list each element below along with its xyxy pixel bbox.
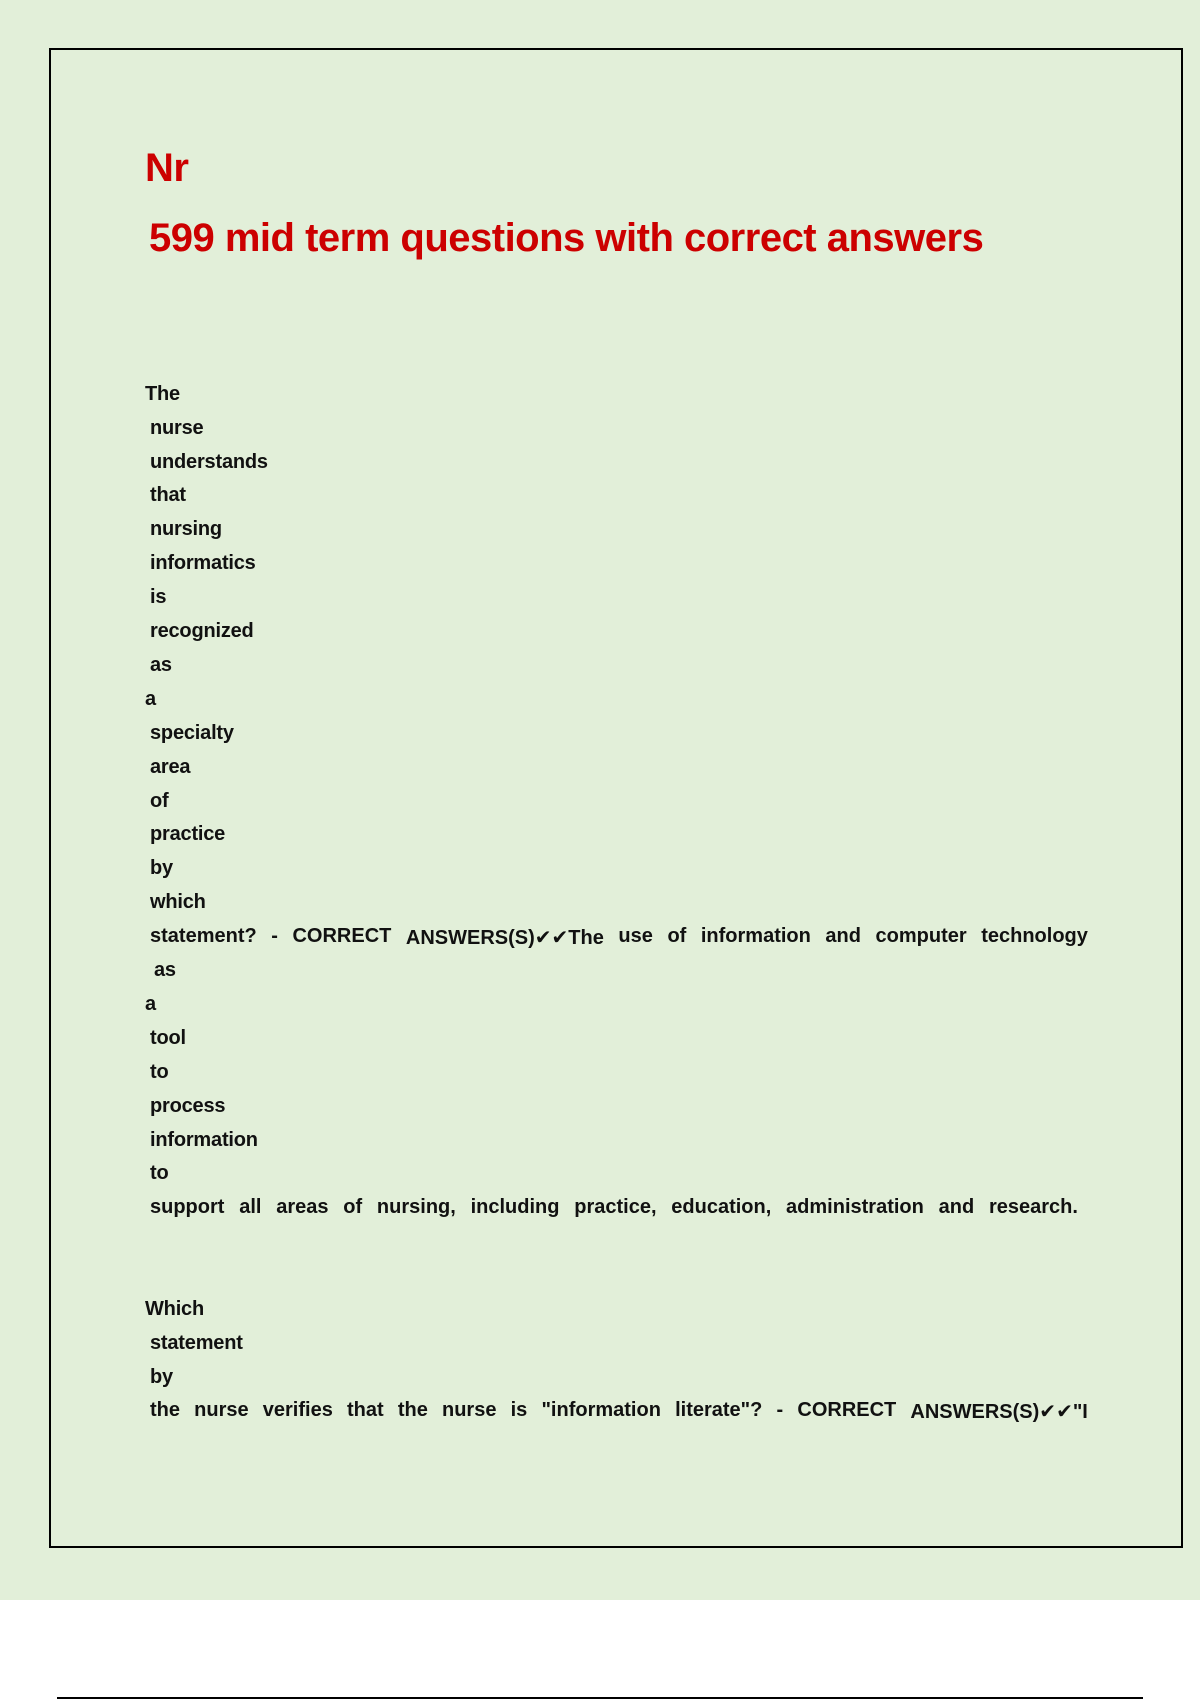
answer-line [150,1399,1088,1424]
question-word: recognized [150,620,254,642]
answer-word: CORRECT [292,925,392,947]
answer-word: to [150,1061,169,1083]
answer-word: ANSWERS(S)✔✔The [405,927,604,949]
question-word: of [150,790,169,812]
answer-word: - [271,925,278,947]
question-word: nurse [150,417,204,439]
answer-word: research. [988,1196,1078,1218]
page-border [49,48,1183,1548]
question-word: that [150,484,186,506]
answer-word: use [618,925,653,947]
question-word: by [150,857,173,879]
answer-word: administration [786,1196,924,1218]
document-title: 599 mid term questions with correct answers [149,216,984,260]
answer-word: verifies [262,1399,333,1421]
question-word: as [150,654,172,676]
question-word: practice [150,823,226,845]
footer-divider [57,1697,1143,1699]
answer-word: education, [671,1196,772,1218]
answer-word: information [150,1129,258,1151]
answer-final-line [150,1196,1078,1219]
question-word: informatics [150,552,256,574]
question-word: understands [150,451,268,473]
answer-word: the [397,1399,428,1421]
answer-word: - [776,1399,784,1421]
answer-word: all [239,1196,262,1218]
answer-word: information [700,925,811,947]
answer-word: that [347,1399,384,1421]
answer-word: technology [981,925,1088,947]
question-word: a [145,688,156,710]
answer-word: literate"? [675,1399,763,1421]
answer-word: ANSWERS(S)✔✔"I [910,1401,1088,1423]
answer-line [150,925,1088,950]
question-word: Which [145,1298,204,1320]
question-word: nursing [150,518,222,540]
answer-word: "information [541,1399,661,1421]
answer-word: nurse [194,1399,249,1421]
question-word: specialty [150,722,234,744]
answer-word: and [825,925,861,947]
answer-word: of [667,925,687,947]
question-word: area [150,756,191,778]
question-word: which [150,891,206,913]
answer-word: as [154,959,176,981]
answer-word: tool [150,1027,186,1049]
question-word: by [150,1366,173,1388]
answer-word: CORRECT [797,1399,897,1421]
document-title-prefix: Nr [145,146,189,190]
answer-word: nurse [441,1399,497,1421]
answer-word: the [150,1399,180,1421]
answer-word: process [150,1095,226,1117]
answer-word: a [145,993,156,1015]
answer-word: nursing, [376,1196,456,1218]
answer-word: of [343,1196,363,1218]
answer-word: is [510,1399,528,1421]
answer-word: to [150,1162,169,1184]
answer-word: statement? [150,925,257,947]
answer-word: support [150,1196,225,1218]
answer-word: areas [276,1196,329,1218]
answer-word: computer [875,925,967,947]
question-word: The [145,383,180,405]
question-word: statement [150,1332,243,1354]
answer-word: including [470,1196,560,1218]
answer-word: practice, [574,1196,657,1218]
answer-word: and [938,1196,975,1218]
question-word: is [150,586,167,608]
